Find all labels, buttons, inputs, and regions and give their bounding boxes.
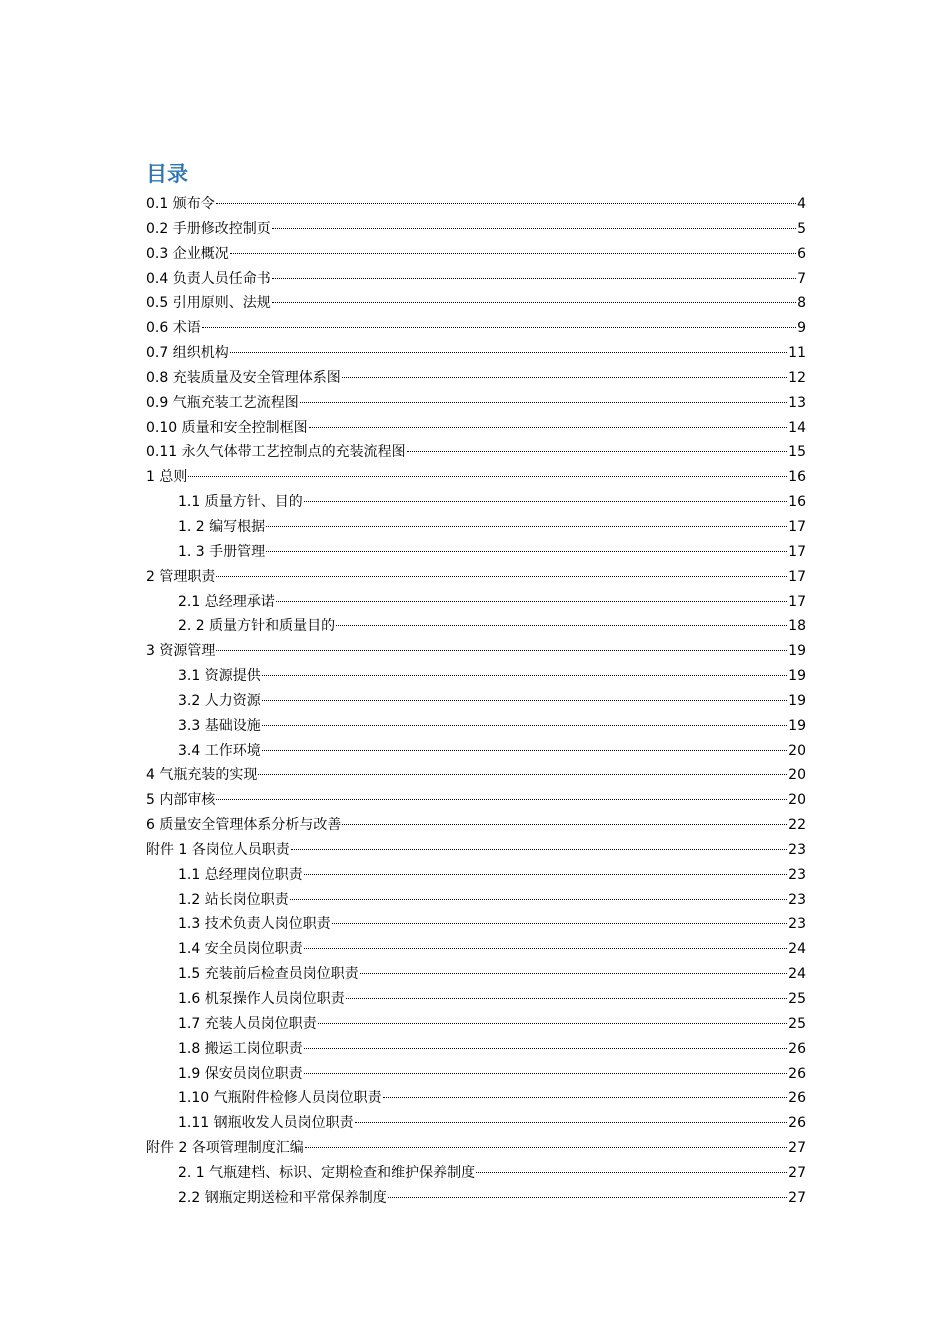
toc-entry-page-number: 17 bbox=[788, 518, 806, 535]
toc-entry-page-number: 5 bbox=[797, 220, 806, 237]
toc-entry-page-number: 17 bbox=[788, 593, 806, 610]
toc-entry-page-number: 20 bbox=[788, 792, 806, 809]
toc-dot-leader bbox=[230, 253, 796, 254]
toc-entry-page-number: 25 bbox=[788, 991, 806, 1007]
toc-dot-leader bbox=[342, 824, 787, 825]
toc-entry[interactable] bbox=[146, 1086, 806, 1111]
toc-entry[interactable] bbox=[146, 316, 806, 341]
toc-entry[interactable] bbox=[146, 664, 806, 689]
toc-entry-page-number: 23 bbox=[788, 866, 806, 883]
toc-entry[interactable] bbox=[146, 614, 806, 639]
toc-dot-leader bbox=[266, 551, 787, 552]
toc-dot-leader bbox=[291, 849, 787, 850]
toc-entry-label: 1.7 充装人员岗位职责 bbox=[178, 1015, 317, 1032]
toc-entry[interactable] bbox=[146, 490, 806, 515]
toc-dot-leader bbox=[230, 352, 787, 353]
toc-entry-page-number: 23 bbox=[788, 916, 806, 933]
toc-entry-page-number: 14 bbox=[788, 419, 806, 436]
toc-entry-label: 1.11 钢瓶收发人员岗位职责 bbox=[178, 1115, 354, 1132]
toc-dot-leader bbox=[262, 700, 787, 701]
toc-dot-leader bbox=[262, 675, 787, 676]
toc-dot-leader bbox=[216, 799, 787, 800]
toc-entry[interactable] bbox=[146, 291, 806, 316]
toc-entry-label: 0.8 充装质量及安全管理体系图 bbox=[146, 369, 341, 386]
toc-dot-leader bbox=[304, 1048, 787, 1049]
toc-entry-label: 0.9 气瓶充装工艺流程图 bbox=[146, 394, 299, 411]
toc-entry-label: 5 内部审核 bbox=[146, 792, 216, 809]
toc-entry-label: 0.3 企业概况 bbox=[146, 245, 229, 262]
toc-entry-page-number: 25 bbox=[788, 1015, 806, 1032]
toc-entry-label: 0.4 负责人员任命书 bbox=[146, 270, 271, 287]
toc-entry-label: 1.5 充装前后检查员岗位职责 bbox=[178, 966, 359, 983]
toc-entry-page-number: 27 bbox=[788, 1164, 806, 1181]
toc-entry[interactable] bbox=[146, 440, 806, 465]
toc-entry-label: 1.9 保安员岗位职责 bbox=[178, 1065, 303, 1082]
toc-title: 目录 bbox=[146, 162, 188, 186]
toc-entry-page-number: 19 bbox=[788, 717, 806, 734]
toc-entry[interactable] bbox=[146, 813, 806, 838]
toc-entry-page-number: 7 bbox=[797, 270, 806, 287]
toc-dot-leader bbox=[262, 725, 787, 726]
toc-entry-label: 1.1 总经理岗位职责 bbox=[178, 866, 303, 883]
toc-entry-page-number: 24 bbox=[788, 966, 806, 983]
toc-dot-leader bbox=[304, 874, 787, 875]
toc-entry[interactable] bbox=[146, 391, 806, 416]
toc-entry[interactable] bbox=[146, 565, 806, 590]
toc-entry-label: 0.1 颁布令 bbox=[146, 196, 215, 212]
toc-entry-label: 3.3 基础设施 bbox=[178, 717, 261, 734]
toc-entry-label: 2 管理职责 bbox=[146, 568, 216, 585]
toc-entry[interactable] bbox=[146, 888, 806, 913]
toc-entry-label: 1.2 站长岗位职责 bbox=[178, 891, 289, 908]
toc-entry-label: 0.11 永久气体带工艺控制点的充装流程图 bbox=[146, 444, 406, 461]
toc-dot-leader bbox=[276, 601, 787, 602]
toc-entry-label: 0.10 质量和安全控制框图 bbox=[146, 419, 308, 436]
toc-entry-label: 2. 2 质量方针和质量目的 bbox=[178, 618, 336, 635]
toc-entry[interactable] bbox=[146, 714, 806, 739]
toc-entry[interactable] bbox=[146, 1012, 806, 1037]
toc-entry-page-number: 23 bbox=[788, 841, 806, 858]
toc-entry-label: 附件 2 各项管理制度汇编 bbox=[146, 1140, 304, 1157]
toc-dot-leader bbox=[216, 203, 796, 204]
toc-entry[interactable] bbox=[146, 366, 806, 391]
toc-entry-page-number: 4 bbox=[797, 196, 806, 212]
toc-entry-label: 3 资源管理 bbox=[146, 643, 216, 660]
toc-entry-label: 0.7 组织机构 bbox=[146, 345, 229, 362]
toc-entry[interactable] bbox=[146, 838, 806, 863]
toc-entry-page-number: 12 bbox=[788, 369, 806, 386]
toc-dot-leader bbox=[216, 650, 787, 651]
toc-entry-label: 1 总则 bbox=[146, 469, 188, 486]
toc-entry-label: 1.4 安全员岗位职责 bbox=[178, 941, 303, 958]
toc-entry-label: 2.2 钢瓶定期送检和平常保养制度 bbox=[178, 1189, 387, 1206]
toc-dot-leader bbox=[305, 1147, 787, 1148]
toc-dot-leader bbox=[272, 228, 796, 229]
toc-dot-leader bbox=[300, 402, 787, 403]
toc-entry-label: 附件 1 各岗位人员职责 bbox=[146, 841, 290, 858]
toc-entry[interactable] bbox=[146, 912, 806, 937]
toc-entry[interactable] bbox=[146, 590, 806, 615]
toc-entry-label: 6 质量安全管理体系分析与改善 bbox=[146, 817, 342, 834]
toc-dot-leader bbox=[202, 327, 796, 328]
toc-dot-leader bbox=[355, 1122, 788, 1123]
toc-entry[interactable] bbox=[146, 267, 806, 292]
toc-entry[interactable] bbox=[146, 540, 806, 565]
toc-dot-leader bbox=[342, 377, 787, 378]
toc-dot-leader bbox=[388, 1197, 787, 1198]
toc-entry-page-number: 20 bbox=[788, 742, 806, 759]
toc-entry-label: 0.6 术语 bbox=[146, 320, 201, 337]
toc-entry-label: 2. 1 气瓶建档、标识、定期检查和维护保养制度 bbox=[178, 1164, 476, 1181]
toc-dot-leader bbox=[383, 1097, 788, 1098]
toc-entry[interactable] bbox=[146, 937, 806, 962]
toc-entry[interactable] bbox=[146, 242, 806, 267]
toc-dot-leader bbox=[346, 998, 787, 999]
toc-entry[interactable] bbox=[146, 465, 806, 490]
toc-dot-leader bbox=[476, 1172, 787, 1173]
toc-dot-leader bbox=[304, 948, 787, 949]
toc-entry[interactable] bbox=[146, 639, 806, 664]
toc-entry-page-number: 19 bbox=[788, 692, 806, 709]
toc-entry[interactable] bbox=[146, 416, 806, 441]
toc-entry-label: 2.1 总经理承诺 bbox=[178, 593, 275, 610]
toc-dot-leader bbox=[407, 451, 788, 452]
toc-entry[interactable] bbox=[146, 739, 806, 764]
toc-entry[interactable] bbox=[146, 341, 806, 366]
toc-entry[interactable] bbox=[146, 192, 806, 217]
toc-entry-page-number: 27 bbox=[788, 1189, 806, 1206]
toc-entry[interactable] bbox=[146, 1062, 806, 1087]
toc-entry-label: 3.4 工作环境 bbox=[178, 742, 261, 759]
toc-entry-label: 1.6 机泵操作人员岗位职责 bbox=[178, 991, 345, 1007]
toc-entry[interactable] bbox=[146, 1037, 806, 1062]
toc-entry-page-number: 16 bbox=[788, 494, 806, 511]
toc-entry-page-number: 17 bbox=[788, 568, 806, 585]
toc-dot-leader bbox=[262, 750, 787, 751]
toc-dot-leader bbox=[332, 923, 787, 924]
toc-dot-leader bbox=[360, 973, 787, 974]
toc-dot-leader bbox=[290, 899, 787, 900]
toc-entry[interactable] bbox=[146, 1186, 806, 1211]
toc-entry[interactable] bbox=[146, 1111, 806, 1136]
toc-dot-leader bbox=[258, 774, 787, 775]
toc-entry[interactable] bbox=[146, 863, 806, 888]
toc-entry[interactable] bbox=[146, 217, 806, 242]
toc-entry-label: 3.2 人力资源 bbox=[178, 692, 261, 709]
toc-entry-label: 1.8 搬运工岗位职责 bbox=[178, 1040, 303, 1057]
toc-entry-label: 1.3 技术负责人岗位职责 bbox=[178, 916, 331, 933]
toc-entry-page-number: 26 bbox=[788, 1065, 806, 1082]
toc-entry-page-number: 17 bbox=[788, 543, 806, 560]
toc-entry-page-number: 16 bbox=[788, 469, 806, 486]
toc-dot-leader bbox=[304, 1073, 787, 1074]
toc-dot-leader bbox=[304, 501, 787, 502]
toc-list bbox=[146, 192, 806, 1211]
toc-entry-page-number: 26 bbox=[788, 1090, 806, 1107]
toc-entry[interactable] bbox=[146, 515, 806, 540]
toc-entry-page-number: 18 bbox=[788, 618, 806, 635]
toc-entry-label: 4 气瓶充装的实现 bbox=[146, 767, 258, 784]
toc-entry-page-number: 22 bbox=[788, 817, 806, 834]
toc-entry-page-number: 27 bbox=[788, 1140, 806, 1157]
toc-entry-label: 1. 3 手册管理 bbox=[178, 543, 266, 560]
toc-entry-page-number: 26 bbox=[788, 1040, 806, 1057]
toc-entry-page-number: 24 bbox=[788, 941, 806, 958]
toc-dot-leader bbox=[188, 476, 787, 477]
toc-dot-leader bbox=[272, 278, 796, 279]
toc-dot-leader bbox=[309, 427, 788, 428]
toc-entry[interactable] bbox=[146, 788, 806, 813]
toc-entry[interactable] bbox=[146, 1136, 806, 1161]
toc-dot-leader bbox=[272, 302, 796, 303]
toc-dot-leader bbox=[266, 526, 787, 527]
toc-entry[interactable] bbox=[146, 763, 806, 788]
toc-entry[interactable] bbox=[146, 689, 806, 714]
toc-entry[interactable] bbox=[146, 987, 806, 1012]
toc-entry-page-number: 19 bbox=[788, 668, 806, 685]
toc-entry-label: 3.1 资源提供 bbox=[178, 668, 261, 685]
toc-dot-leader bbox=[216, 576, 787, 577]
toc-entry-label: 0.5 引用原则、法规 bbox=[146, 295, 271, 312]
toc-dot-leader bbox=[336, 625, 787, 626]
toc-entry-page-number: 20 bbox=[788, 767, 806, 784]
toc-entry[interactable] bbox=[146, 1161, 806, 1186]
toc-entry-page-number: 9 bbox=[797, 320, 806, 337]
toc-entry-page-number: 11 bbox=[788, 345, 806, 362]
toc-entry-page-number: 26 bbox=[788, 1115, 806, 1132]
toc-entry-page-number: 19 bbox=[788, 643, 806, 660]
toc-entry-page-number: 23 bbox=[788, 891, 806, 908]
toc-entry-page-number: 13 bbox=[788, 394, 806, 411]
toc-entry-label: 1.1 质量方针、目的 bbox=[178, 494, 303, 511]
toc-entry-page-number: 15 bbox=[788, 444, 806, 461]
toc-entry[interactable] bbox=[146, 962, 806, 987]
toc-entry-label: 1. 2 编写根据 bbox=[178, 518, 266, 535]
toc-entry-page-number: 6 bbox=[797, 245, 806, 262]
toc-entry-page-number: 8 bbox=[797, 295, 806, 312]
toc-dot-leader bbox=[318, 1023, 787, 1024]
toc-entry-label: 1.10 气瓶附件检修人员岗位职责 bbox=[178, 1090, 382, 1107]
toc-entry-label: 0.2 手册修改控制页 bbox=[146, 220, 271, 237]
